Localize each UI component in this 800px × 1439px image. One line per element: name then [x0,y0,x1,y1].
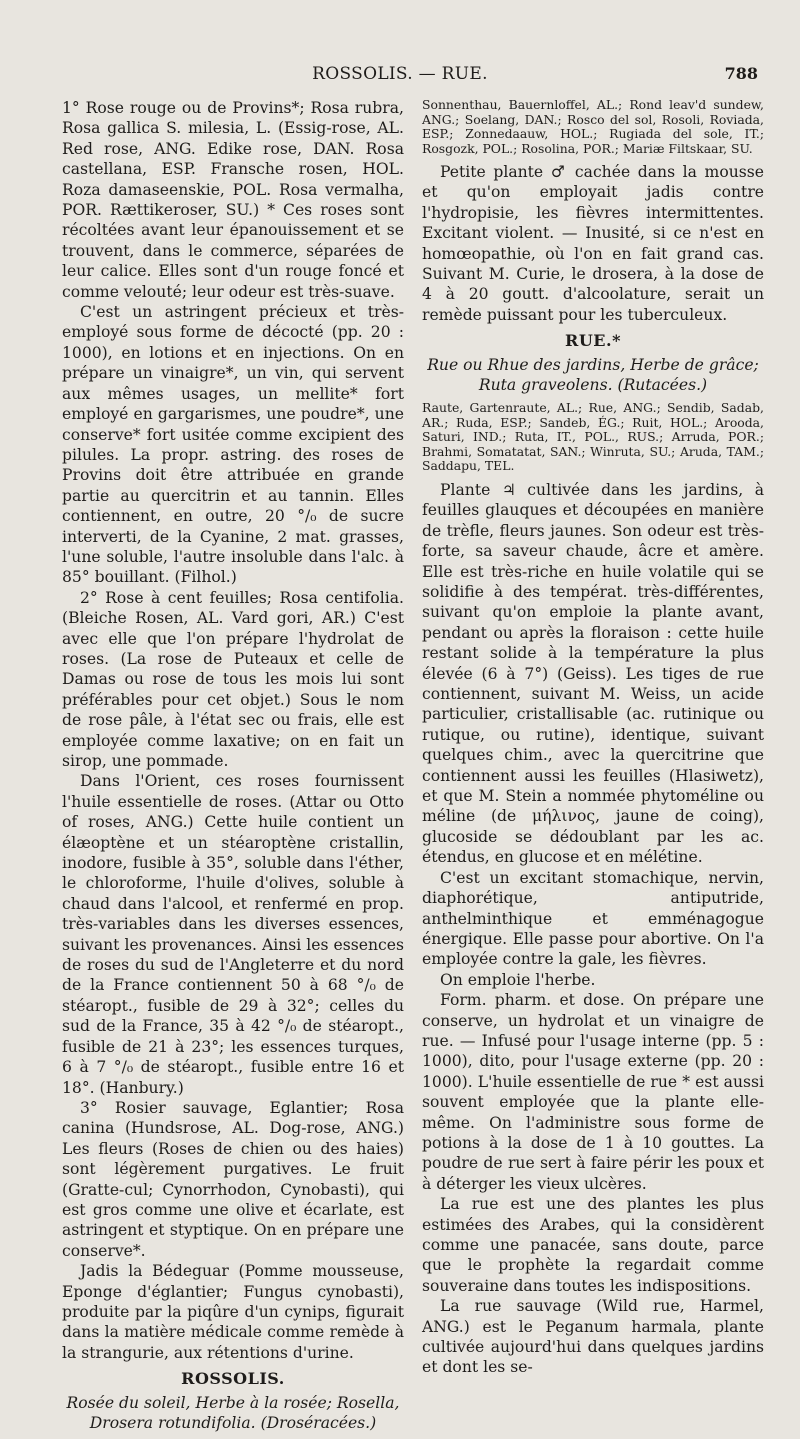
paragraph-rue-formulas: Form. pharm. et dose. On prépare une conserve, un hydrolat et un vinaigre de rue. — Infusé pour l'usage interne (pp. 5 : 1000), dito, pour l'usage externe (pp. 20 : 1000). L'huile essentielle de rue * est aussi souvent employée que la plante elle-même. On l'administre sous forme de potions à la dose de 1 à 10 gouttes. La poudre de rue sert à faire périr les poux et à déterger les vieux ulcères. [422,991,764,1193]
entry-rosier-sauvage: 3° Rosier sauvage, Eglantier; Rosa canina (Hundsrose, AL. Dog-rose, ANG.) Les fleurs (Roses de chien ou des haies) sont légèrement purgatives. Le fruit (Gratte-cul; Cynorrhodon, Cynobasti), qui est gros comme une olive et écarlate, est astringent et styptique. On en prépare une conserve*. [62,1098,404,1260]
rossolis-names: Rosée du soleil, Herbe à la rosée; Rosella, Drosera rotundifolia. (Droséracées.) [66,1393,400,1432]
rue-names: Rue ou Rhue des jardins, Herbe de grâce; Ruta graveolens. (Rutacées.) [427,355,759,395]
page-header [0,64,800,94]
paragraph-rue-arabs: La rue est une des plantes les plus estimées des Arabes, qui la considèrent comme une panacée, sans doute, parce que le prophète la regardait comme souveraine dans toutes les indispositions. [422,1195,764,1295]
paragraph-rossolis-description: Petite plante ♂ cachée dans la mousse et qu'on employait jadis contre l'hydropisie, les fièvres intermittentes. Excitant violent. — Inusité, si ce n'est en homœopathie, où l'on en fait grand cas. Suivant M. Curie, le drosera, à la dose de 4 à 20 goutt. d'alcoolature, serait un remède puissant pour les tuberculeux. [422,163,764,324]
entry-rose-rouge: 1° Rose rouge ou de Provins*; Rosa rubra, Rosa gallica S. milesia, L. (Essig-rose, AL. Red rose, ANG. Edike rose, DAN. Rosa castellana, ESP. Fransche rosen, HOL. Roza damaseenskie, POL. Rosa vermalha, POR. Rættikeroser, SU.) * Ces roses sont récoltées avant leur épanouissement et se trouvent, dans le commerce, séparées de leur calice. Elles sont d'un rouge foncé et comme velouté; leur odeur est très-suave. [62,99,404,301]
paragraph-essential-oil: Dans l'Orient, ces roses fournissent l'huile essentielle de roses. (Attar ou Otto of roses, ANG.) Cette huile contient un élæoptène et un stéaroptène cristallin, inodore, fusible à 35°, soluble dans l'éther, le chloroforme, l'huile d'olives, soluble à chaud dans l'alcool, et renfermé en prop. très-variables dans les diverses essences, suivant les provenances. Ainsi les essences de roses du sud de l'Angleterre et du nord de la France contiennent 50 à 68 °/₀ de stéaropt., fusible de 29 à 32°; celles du sud de la France, 35 à 42 °/₀ de stéaropt., fusible de 21 à 23°; les essences turques, 6 à 7 °/₀ de stéaropt., fusible entre 16 et 18°. (Hanbury.) [62,772,404,1097]
rossolis-synonyms: Sonnenthau, Bauernloffel, AL.; Rond leav'd sundew, ANG.; Soelang, DAN.; Rosco del sol, Rosoli, Roviada, ESP.; Zonnedaauw, HOL.; Rugiada del sole, IT.; Rosgozk, POL.; Rosolina, POR.; Mariæ Filtskaar, SU. [422,97,764,156]
section-heading-rue: RUE.* [565,331,621,351]
paragraph-rue-description: Plante ♃ cultivée dans les jardins, à feuilles glauques et découpées en manière de trèfle, fleurs jaunes. Son odeur est très-forte, sa saveur chaude, âcre et amère. Elle est très-riche en huile volatile qui se solidifie à des températ. très-différentes, suivant qu'on emploie la plante avant, pendant ou après la floraison : cette huile restant solide à la température la plus élevée (6 à 7°) (Geiss). Les tiges de rue contiennent, suivant M. Weiss, un acide particulier, cristallisable (ac. rutinique ou rutique, ou rutine), identique, suivant quelques chim., avec la quercitrine que contiennent aussi les feuilles (Hlasiwetz), et que M. Stein a nommée phytoméline ou méline (de μήλινος, jaune de coing), glucoside se dédoublant par les ac. étendus, en glucose et en mélétine. [422,480,764,867]
entry-rose-cent-feuilles: 2° Rose à cent feuilles; Rosa centifolia. (Bleiche Rosen, AL. Vard gori, AR.) C'est avec elle que l'on prépare l'hydrolat de roses. (La rose de Puteaux et celle de Damas ou rose de tous les mois lui sont préférables pour cet objet.) Sous le nom de rose pâle, à l'état sec ou frais, elle est employée comme laxative; on en fait un sirop, une pommade. [62,588,404,770]
paragraph-rue-uses: C'est un excitant stomachique, nervin, diaphorétique, antiputride, anthelminthique et emménagogue énergique. Elle passe pour abortive. On l'a employée contre la gale, les fièvres. [422,868,764,969]
section-heading-rossolis: ROSSOLIS. [181,1369,285,1389]
page-number: 788 [724,64,758,83]
rue-synonyms: Raute, Gartenraute, AL.; Rue, ANG.; Sendib, Sadab, AR.; Ruda, ESP.; Sandeb, ÉG.; Ruit, HOL.; Arooda, Saturi, IND.; Ruta, IT., POL., RUS.; Arruda, POR.; Brahmi, Somatatat, SAN.; Winruta, SU.; Aruda, TAM.; Saddapu, TEL. [422,400,764,474]
paragraph-rue-sauvage: La rue sauvage (Wild rue, Harmel, ANG.) est le Peganum harmala, plante cultivée aujourd'hui dans quelques jardins et dont les se- [422,1297,764,1377]
right-column [422,98,764,1378]
paragraph-astringent: C'est un astringent précieux et très-employé sous forme de décocté (pp. 20 : 1000), en lotions et en injections. On en prépare un vinaigre*, un vin, qui servent aux mêmes usages, un mellite* fort employé en gargarismes, une poudre*, une conserve* fort usitée comme excipient des pilules. La propr. astring. des roses de Provins doit être attribuée en grande partie au quercitrin et au tannin. Elles contiennent, en outre, 20 °/₀ de sucre interverti, de la Cyanine, 2 mat. grasses, l'une soluble, l'autre insoluble dans l'alc. à 85° bouillant. (Filhol.) [62,303,404,587]
running-title: ROSSOLIS. — RUE. [312,64,488,84]
paragraph-rue-herb: On emploie l'herbe. [440,970,596,989]
paragraph-bedeguar: Jadis la Bédeguar (Pomme mousseuse, Eponge d'églantier; Fungus cynobasti), produite par la piqûre d'un cynips, figurait dans la matière médicale comme remède à la strangurie, aux rétentions d'urine. [62,1262,404,1362]
left-column [62,98,404,1439]
